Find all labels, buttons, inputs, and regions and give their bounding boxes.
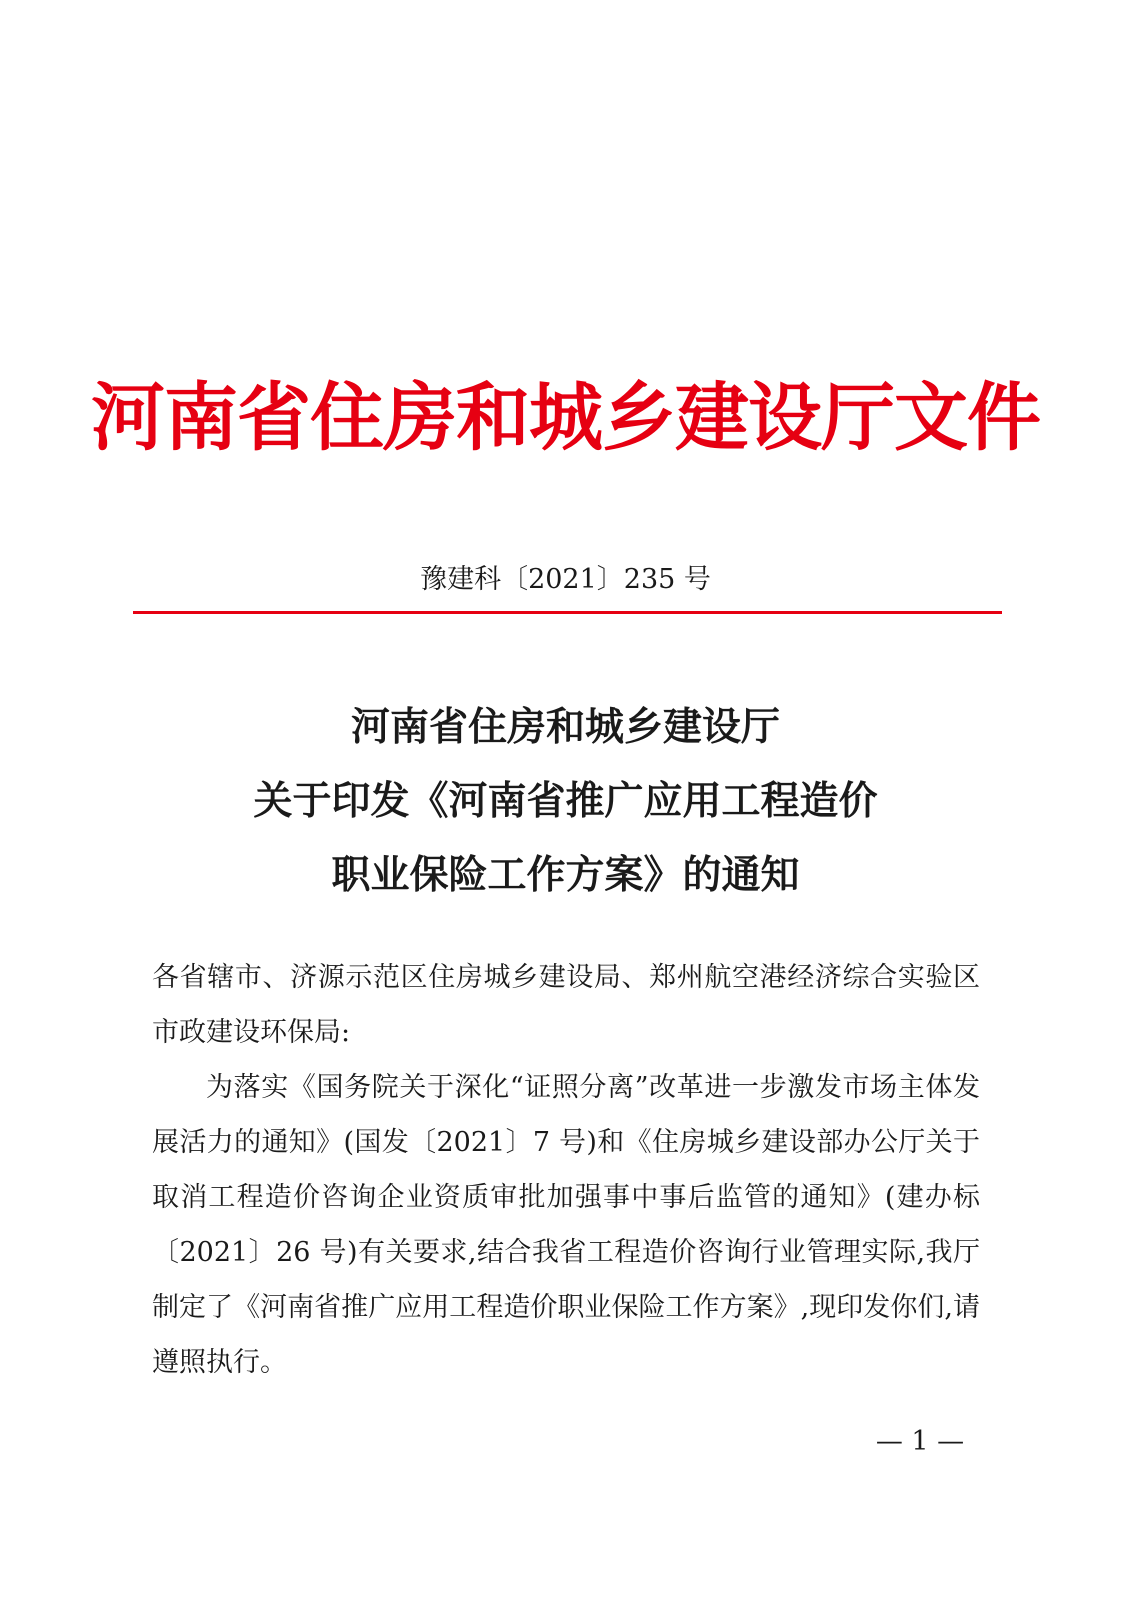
document-number: 豫建科〔2021〕235 号 — [420, 564, 711, 595]
title-line-1: 河南省住房和城乡建设厅 — [350, 704, 780, 750]
red-divider-line — [133, 611, 1002, 614]
body-paragraph: 为落实《国务院关于深化“证照分离”改革进一步激发市场主体发展活力的通知》(国发〔2021〕7 号)和《住房城乡建设部办公厅关于取消工程造价咨询企业资质审批加强事中事后监管的通知》(建办标〔2021〕26 号)有关要求,结合我省工程造价咨询行业管理实际,我厅制定了《河南省推广应用工程造价职业保险工作方案》,现印发你们,请遵照执行。 — [152, 1072, 980, 1378]
addressee: 各省辖市、济源示范区住房城乡建设局、郑州航空港经济综合实验区市政建设环保局: — [152, 962, 980, 1048]
title-line-3: 职业保险工作方案》的通知 — [331, 852, 800, 898]
page-number: — 1 — — [875, 1426, 965, 1457]
masthead-title: 河南省住房和城乡建设厅文件 — [91, 375, 1040, 461]
document-body — [152, 950, 980, 1390]
title-line-2: 关于印发《河南省推广应用工程造价 — [253, 778, 878, 824]
notice-title — [0, 690, 1131, 912]
